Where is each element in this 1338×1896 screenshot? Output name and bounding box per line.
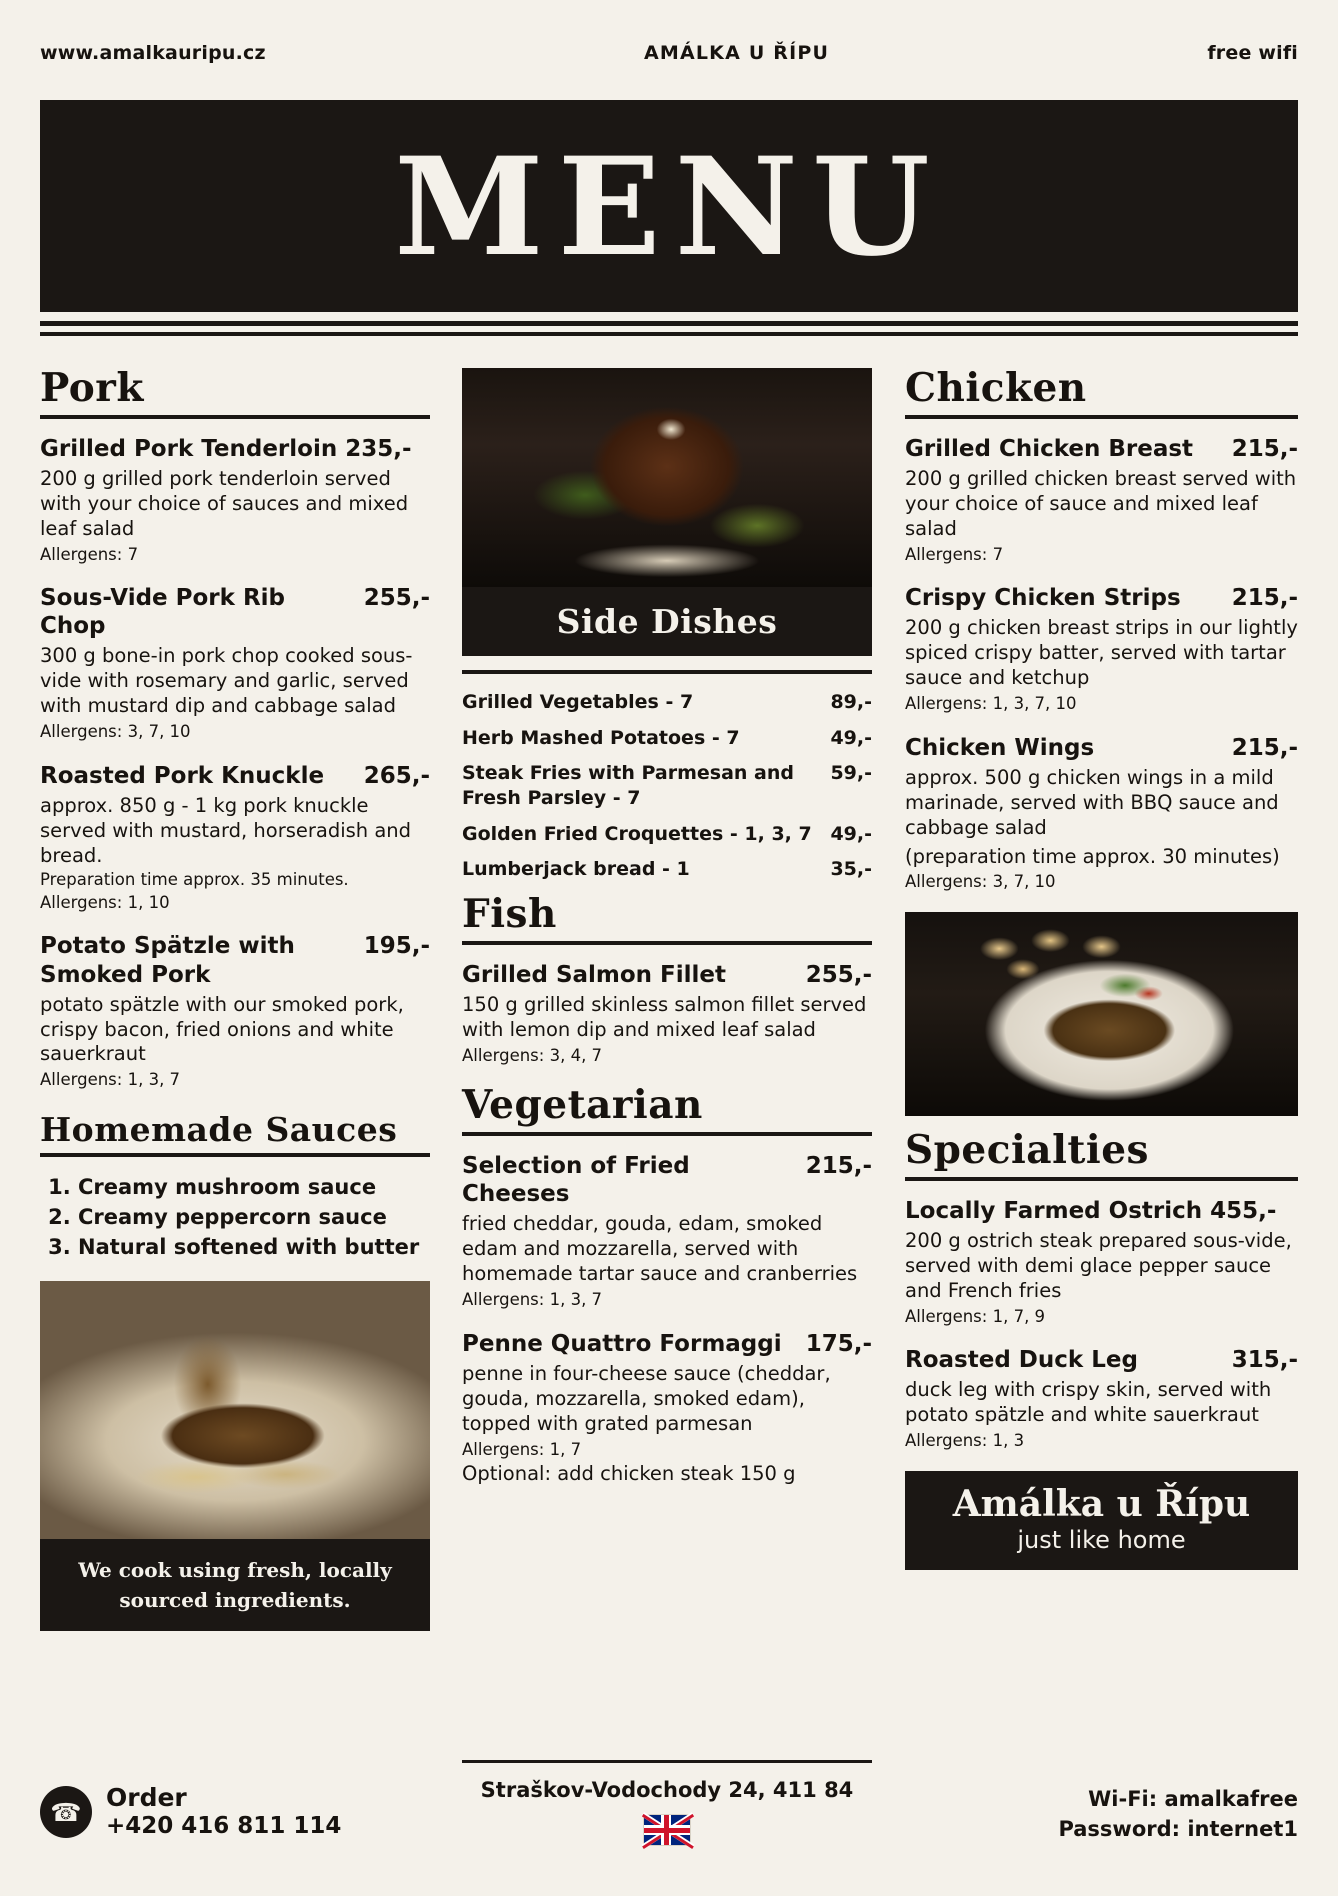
item-price: 255,-: [363, 585, 430, 612]
uk-flag-icon[interactable]: [643, 1814, 691, 1846]
item-note: Preparation time approx. 35 minutes.: [40, 869, 349, 889]
divider: [462, 1132, 872, 1136]
item-price: 255,-: [805, 962, 872, 989]
list-item: 3. Natural softened with butter: [78, 1233, 430, 1263]
menu-item: [905, 584, 1298, 714]
side-dish-name: Lumberjack bread - 1: [462, 858, 690, 881]
item-allergens: Allergens: 3, 4, 7: [462, 1046, 603, 1066]
menu-item: [462, 1330, 872, 1487]
item-description: approx. 850 g - 1 kg pork knuckle served with mustard, horseradish and bread.: [40, 793, 412, 867]
brand-name: Amálka u Řípu: [952, 1482, 1251, 1525]
section-title-sauces: Homemade Sauces: [40, 1109, 398, 1149]
menu-item: [462, 1152, 872, 1310]
side-dish-price: 89,-: [830, 691, 872, 713]
banner-block: [40, 100, 1298, 312]
side-dish-name: Grilled Vegetables - 7: [462, 691, 694, 713]
side-dish-price: 59,-: [830, 762, 872, 785]
menu-item: [905, 435, 1298, 565]
item-allergens: Allergens: 3, 7, 10: [905, 872, 1056, 892]
item-allergens: Allergens: 3, 7, 10: [40, 722, 191, 742]
item-description: penne in four-cheese sauce (cheddar, gouda, mozzarella, smoked edam), topped with grated parmesan: [462, 1361, 831, 1435]
section-title-pork: Pork: [40, 365, 144, 411]
wifi-name: Wi-Fi: amalkafree: [1088, 1787, 1298, 1811]
footer-divider: [462, 1760, 872, 1763]
top-bar: [40, 42, 1298, 64]
item-allergens: Allergens: 1, 3, 7: [462, 1290, 603, 1310]
footer-address-block: [462, 1778, 872, 1846]
side-dishes-label: Side Dishes: [556, 602, 778, 641]
address-text: Straškov-Vodochody 24, 411 84: [480, 1778, 854, 1802]
section-title-chicken: Chicken: [905, 365, 1087, 411]
footer-order: [40, 1784, 440, 1840]
item-price: 215,-: [1231, 435, 1298, 462]
menu-item: [40, 435, 430, 565]
item-name: Selection of Fried Cheeses: [462, 1153, 690, 1208]
list-item: 1. Creamy mushroom sauce: [78, 1173, 430, 1203]
section-title-specialties: Specialties: [905, 1126, 1149, 1173]
menu-item: [40, 584, 430, 742]
item-price: 315,-: [1231, 1347, 1298, 1374]
item-description: potato spätzle with our smoked pork, crispy bacon, fried onions and white sauerkraut: [40, 992, 404, 1066]
item-name: Roasted Duck Leg: [905, 1347, 1138, 1374]
item-description: 200 g ostrich steak prepared sous-vide, served with demi glace pepper sauce and French fries: [905, 1228, 1292, 1302]
column-right: [905, 365, 1298, 1570]
item-allergens: Allergens: 1, 7, 9: [905, 1306, 1046, 1326]
banner-rule-2: [40, 332, 1298, 336]
side-dish-row: [462, 857, 872, 882]
item-name: Potato Spätzle with Smoked Pork: [40, 933, 295, 988]
item-name: Locally Farmed Ostrich 455,-: [905, 1197, 1277, 1224]
item-description: duck leg with crispy skin, served with potato spätzle and white sauerkraut: [905, 1378, 1272, 1427]
free-wifi-text: free wifi: [1207, 42, 1298, 64]
divider: [40, 1153, 430, 1157]
tagline-box: [40, 1539, 430, 1631]
food-photo-steak-pepper-sauce: [905, 912, 1298, 1116]
wifi-password: Password: internet1: [1058, 1817, 1298, 1842]
item-allergens: Allergens: 7: [905, 544, 1004, 564]
divider: [905, 1177, 1298, 1181]
item-description: 150 g grilled skinless salmon fillet served with lemon dip and mixed leaf salad: [462, 993, 867, 1042]
column-middle: [462, 368, 872, 1506]
item-description: 200 g grilled chicken breast served with your choice of sauce and mixed leaf salad: [905, 466, 1297, 540]
side-dish-row: [462, 822, 872, 847]
item-price: 215,-: [1231, 734, 1298, 761]
column-left: [40, 365, 430, 1631]
item-price: 215,-: [805, 1153, 872, 1180]
item-name: Chicken Wings: [905, 734, 1095, 761]
side-dish-price: 49,-: [830, 726, 872, 749]
item-name: Grilled Pork Tenderloin 235,-: [40, 435, 412, 462]
side-dish-row: [462, 690, 872, 715]
item-price: 215,-: [1231, 585, 1298, 612]
item-optional: Optional: add chicken steak 150 g: [462, 1462, 796, 1486]
menu-item: [462, 961, 872, 1066]
item-description: approx. 500 g chicken wings in a mild marinade, served with BBQ sauce and cabbage salad: [905, 765, 1279, 839]
tagline-text: We cook using fresh, locally sourced ingredients.: [78, 1557, 392, 1612]
menu-item: [40, 762, 430, 914]
banner-rule-1: [40, 321, 1298, 326]
menu-item: [905, 1346, 1298, 1451]
menu-item: [905, 1197, 1298, 1327]
side-dish-price: 49,-: [830, 822, 872, 845]
sauces-list: [40, 1173, 430, 1262]
brand-box: [905, 1471, 1298, 1571]
side-dish-row: [462, 726, 872, 751]
side-dish-row: [462, 761, 872, 810]
food-photo-pork-knuckle: [462, 368, 872, 587]
item-price: 175,-: [805, 1330, 872, 1357]
side-dish-name: Herb Mashed Potatoes - 7: [462, 726, 740, 749]
phone-icon: ☎: [40, 1786, 92, 1838]
divider: [462, 670, 872, 674]
divider: [905, 415, 1298, 419]
item-description: fried cheddar, gouda, edam, smoked edam and mozzarella, served with homemade tartar sauce and cranberries: [462, 1212, 858, 1286]
restaurant-name: AMÁLKA U ŘÍPU: [643, 42, 830, 64]
phone-number[interactable]: +420 416 811 114: [106, 1812, 342, 1839]
item-name: Grilled Chicken Breast: [905, 435, 1194, 462]
item-allergens: Allergens: 7: [40, 544, 139, 564]
footer-wifi-block: [905, 1784, 1298, 1845]
item-name: Grilled Salmon Fillet: [462, 962, 727, 989]
item-name: Roasted Pork Knuckle: [40, 762, 325, 789]
menu-banner: [40, 100, 1298, 336]
item-note: (preparation time approx. 30 minutes): [905, 844, 1280, 868]
divider: [40, 415, 430, 419]
list-item: 2. Creamy peppercorn sauce: [78, 1203, 430, 1233]
item-name: Sous-Vide Pork Rib Chop: [40, 585, 286, 640]
menu-item: [40, 932, 430, 1090]
item-name: Crispy Chicken Strips: [905, 585, 1181, 612]
order-label: Order: [106, 1783, 187, 1812]
banner-title: MENU: [394, 126, 944, 286]
item-price: 265,-: [363, 762, 430, 789]
divider: [462, 941, 872, 945]
section-title-fish: Fish: [462, 891, 557, 938]
item-description: 200 g chicken breast strips in our lightly spiced crispy batter, served with tartar sauce and ketchup: [905, 616, 1298, 690]
side-dish-name: Golden Fried Croquettes - 1, 3, 7: [462, 822, 812, 845]
item-allergens: Allergens: 1, 7: [462, 1439, 582, 1459]
side-dish-price: 35,-: [830, 858, 872, 881]
item-name: Penne Quattro Formaggi: [462, 1330, 782, 1357]
item-description: 200 g grilled pork tenderloin served with your choice of sauces and mixed leaf salad: [40, 466, 409, 540]
item-price: 195,-: [363, 933, 430, 960]
item-description: 300 g bone-in pork chop cooked sous-vide with rosemary and garlic, served with mustard dip and cabbage salad: [40, 644, 413, 718]
item-allergens: Allergens: 1, 3, 7: [40, 1070, 181, 1090]
section-title-vegetarian: Vegetarian: [462, 1082, 703, 1129]
menu-item: [905, 734, 1298, 893]
side-dish-name: Steak Fries with Parmesan and Fresh Parsley - 7: [462, 762, 794, 810]
item-allergens: Allergens: 1, 10: [40, 893, 170, 913]
brand-slogan: just like home: [1017, 1526, 1186, 1555]
food-photo-duck-spatzle: [40, 1281, 430, 1539]
item-allergens: Allergens: 1, 3, 7, 10: [905, 694, 1077, 714]
section-title-side-dishes: [462, 587, 872, 656]
item-allergens: Allergens: 1, 3: [905, 1431, 1025, 1451]
website-text: www.amalkauripu.cz: [40, 42, 266, 64]
